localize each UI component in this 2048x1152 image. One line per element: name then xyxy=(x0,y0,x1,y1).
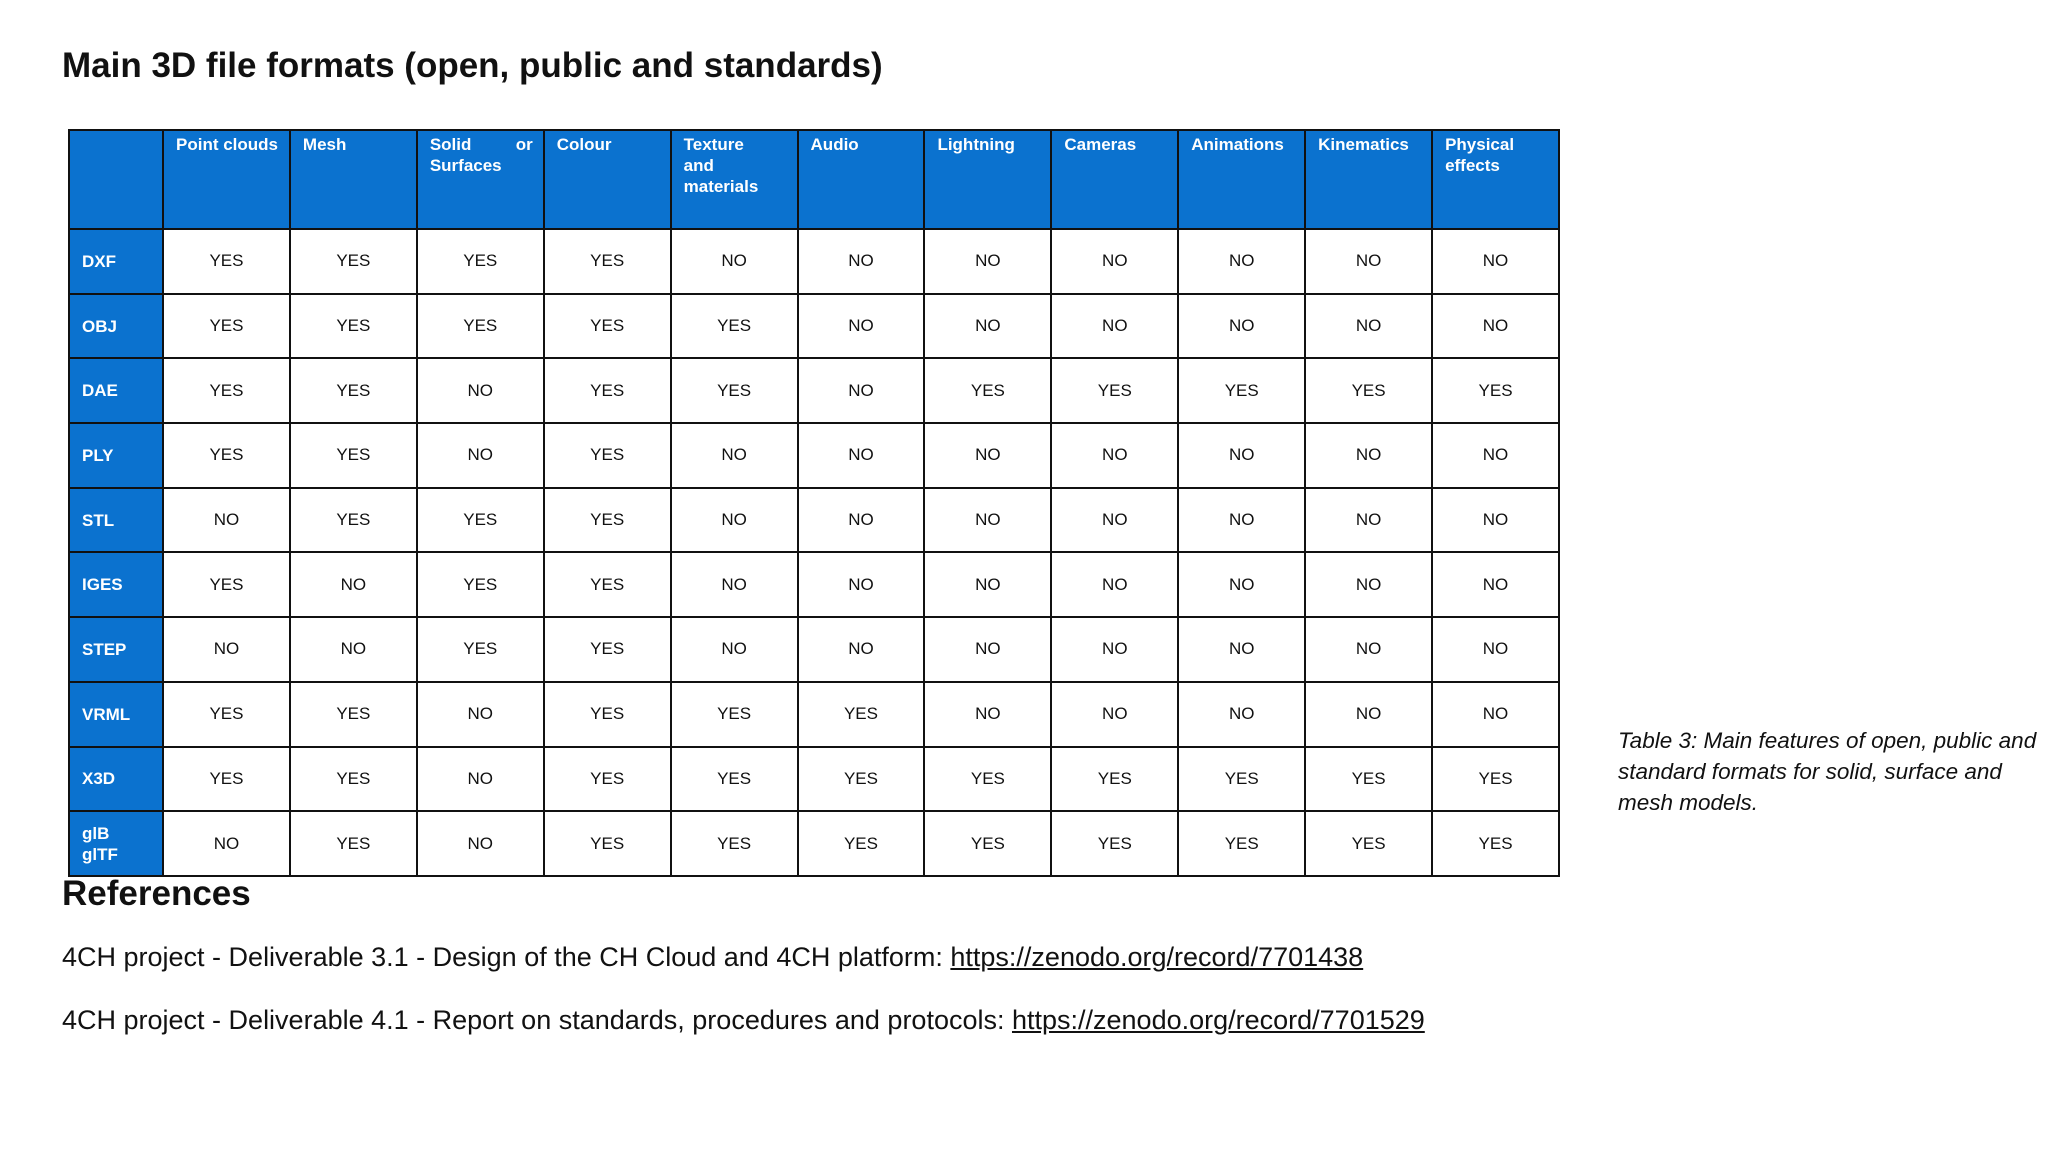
table-cell: YES xyxy=(417,552,544,617)
table-cell: NO xyxy=(1178,617,1305,682)
row-header-format: DXF xyxy=(69,229,163,294)
column-header-label: Lightning xyxy=(937,135,1015,154)
table-cell: NO xyxy=(1178,423,1305,488)
table-cell: YES xyxy=(163,229,290,294)
table-cell: NO xyxy=(417,747,544,812)
table-row xyxy=(69,682,1559,747)
table-cell: NO xyxy=(798,552,925,617)
table-cell: YES xyxy=(1432,811,1559,876)
table-row xyxy=(69,229,1559,294)
table-cell: YES xyxy=(290,423,417,488)
table-cell: NO xyxy=(1432,488,1559,553)
table-cell: NO xyxy=(1051,423,1178,488)
row-header-format: STL xyxy=(69,488,163,553)
table-cell: YES xyxy=(671,358,798,423)
table-cell: NO xyxy=(924,229,1051,294)
table-cell: YES xyxy=(1178,747,1305,812)
table-cell: YES xyxy=(1432,358,1559,423)
corner-cell xyxy=(69,130,163,229)
table-cell: YES xyxy=(544,682,671,747)
table-cell: YES xyxy=(924,747,1051,812)
table-cell: YES xyxy=(290,811,417,876)
table-cell: YES xyxy=(544,488,671,553)
table-cell: NO xyxy=(1305,682,1432,747)
table-cell: YES xyxy=(798,747,925,812)
table-cell: NO xyxy=(163,488,290,553)
table-cell: YES xyxy=(671,811,798,876)
table-cell: NO xyxy=(1305,617,1432,682)
table-cell: NO xyxy=(924,488,1051,553)
column-header-label: Cameras xyxy=(1064,135,1137,154)
row-header-format: glB glTF xyxy=(69,811,163,876)
table-cell: NO xyxy=(163,617,290,682)
table-cell: NO xyxy=(798,229,925,294)
table-cell: NO xyxy=(1051,294,1178,359)
table-cell: NO xyxy=(924,682,1051,747)
table-cell: YES xyxy=(544,423,671,488)
column-header xyxy=(798,130,925,229)
table-cell: YES xyxy=(163,358,290,423)
column-header-label: Physical effects xyxy=(1445,135,1515,175)
row-header-format: STEP xyxy=(69,617,163,682)
table-cell: YES xyxy=(163,747,290,812)
table-cell: NO xyxy=(671,229,798,294)
table-body xyxy=(69,229,1559,876)
column-header-label: Mesh xyxy=(302,135,347,154)
table-cell: NO xyxy=(798,423,925,488)
table-cell: YES xyxy=(290,488,417,553)
column-header xyxy=(924,130,1051,229)
row-header-format: IGES xyxy=(69,552,163,617)
table-cell: NO xyxy=(1432,682,1559,747)
row-header-format: X3D xyxy=(69,747,163,812)
references-title: References xyxy=(62,874,251,913)
table-cell: YES xyxy=(1051,747,1178,812)
column-header xyxy=(544,130,671,229)
table-cell: NO xyxy=(1305,552,1432,617)
table-cell: YES xyxy=(417,229,544,294)
table-row xyxy=(69,617,1559,682)
table-cell: YES xyxy=(798,682,925,747)
table-row xyxy=(69,811,1559,876)
table-cell: YES xyxy=(544,229,671,294)
table-cell: YES xyxy=(544,294,671,359)
table-cell: YES xyxy=(924,811,1051,876)
column-header xyxy=(290,130,417,229)
table-cell: NO xyxy=(290,617,417,682)
column-header-label: Solid or Surfaces xyxy=(429,135,533,175)
table-cell: NO xyxy=(1051,617,1178,682)
table-cell: NO xyxy=(417,682,544,747)
table-cell: NO xyxy=(798,358,925,423)
row-header-format: OBJ xyxy=(69,294,163,359)
table-row xyxy=(69,552,1559,617)
table-cell: NO xyxy=(1178,682,1305,747)
table-cell: YES xyxy=(290,747,417,812)
table-cell: NO xyxy=(290,552,417,617)
table-cell: NO xyxy=(924,423,1051,488)
table-cell: YES xyxy=(671,294,798,359)
table-cell: YES xyxy=(417,488,544,553)
table-cell: NO xyxy=(1305,488,1432,553)
table-cell: YES xyxy=(544,811,671,876)
page-title: Main 3D file formats (open, public and standards) xyxy=(62,46,883,85)
table-cell: YES xyxy=(544,617,671,682)
table-cell: NO xyxy=(1305,423,1432,488)
table-cell: NO xyxy=(417,811,544,876)
table-cell: NO xyxy=(1051,229,1178,294)
table-cell: YES xyxy=(163,294,290,359)
table-cell: YES xyxy=(544,747,671,812)
table-cell: NO xyxy=(671,423,798,488)
reference-item xyxy=(62,942,1363,973)
table-cell: YES xyxy=(163,552,290,617)
table-cell: YES xyxy=(417,617,544,682)
row-header-format: VRML xyxy=(69,682,163,747)
table-cell: YES xyxy=(290,358,417,423)
reference-text: 4CH project - Deliverable 4.1 - Report on standards, procedures and protocols: xyxy=(62,1005,1012,1035)
table-cell: YES xyxy=(544,358,671,423)
table-row xyxy=(69,423,1559,488)
table-cell: NO xyxy=(1051,488,1178,553)
table-cell: NO xyxy=(1178,229,1305,294)
table-cell: YES xyxy=(671,747,798,812)
table-cell: NO xyxy=(1178,488,1305,553)
column-header xyxy=(1051,130,1178,229)
column-header xyxy=(417,130,544,229)
table-cell: YES xyxy=(1051,358,1178,423)
table-cell: YES xyxy=(924,358,1051,423)
column-header-label: Audio xyxy=(810,135,859,154)
table-header-row xyxy=(69,130,1559,229)
column-header xyxy=(1432,130,1559,229)
table-cell: YES xyxy=(163,423,290,488)
table-cell: NO xyxy=(1432,423,1559,488)
table-cell: NO xyxy=(1305,294,1432,359)
table-cell: YES xyxy=(671,682,798,747)
table-cell: NO xyxy=(417,358,544,423)
reference-item xyxy=(62,1005,1425,1036)
table-cell: NO xyxy=(1432,294,1559,359)
column-header xyxy=(1178,130,1305,229)
table-cell: YES xyxy=(290,294,417,359)
table-cell: YES xyxy=(417,294,544,359)
table-cell: YES xyxy=(290,229,417,294)
table-row xyxy=(69,358,1559,423)
table-cell: YES xyxy=(163,682,290,747)
table-cell: NO xyxy=(1051,682,1178,747)
formats-table xyxy=(68,129,1560,877)
table-cell: NO xyxy=(1305,229,1432,294)
table-cell: YES xyxy=(544,552,671,617)
table-cell: NO xyxy=(1178,294,1305,359)
table-cell: YES xyxy=(1432,747,1559,812)
table-cell: NO xyxy=(1051,552,1178,617)
table-cell: NO xyxy=(798,294,925,359)
table-cell: NO xyxy=(1432,552,1559,617)
table-caption: Table 3: Main features of open, public and standard formats for solid, surface and mesh models. xyxy=(1618,728,2037,815)
column-header-label: Point clouds xyxy=(176,135,278,154)
table-cell: NO xyxy=(924,552,1051,617)
reference-link[interactable]: https://zenodo.org/record/7701438 xyxy=(950,942,1364,972)
table-cell: YES xyxy=(290,682,417,747)
reference-link[interactable]: https://zenodo.org/record/7701529 xyxy=(1011,1005,1425,1035)
table-cell: YES xyxy=(1305,747,1432,812)
table-cell: YES xyxy=(1178,811,1305,876)
column-header-label: Texture and materials xyxy=(683,135,759,196)
table-cell: NO xyxy=(798,488,925,553)
table-cell: NO xyxy=(671,617,798,682)
table-cell: NO xyxy=(1178,552,1305,617)
table-cell: NO xyxy=(417,423,544,488)
column-header-label: Colour xyxy=(556,135,612,154)
row-header-format: DAE xyxy=(69,358,163,423)
table-cell: NO xyxy=(798,617,925,682)
table-cell: NO xyxy=(1432,617,1559,682)
table-cell: NO xyxy=(163,811,290,876)
table-row xyxy=(69,488,1559,553)
table-cell: NO xyxy=(924,294,1051,359)
table-cell: NO xyxy=(1432,229,1559,294)
table-row xyxy=(69,747,1559,812)
table-cell: YES xyxy=(798,811,925,876)
column-header xyxy=(163,130,290,229)
row-header-format: PLY xyxy=(69,423,163,488)
column-header-label: Animations xyxy=(1191,135,1284,154)
table-cell: YES xyxy=(1051,811,1178,876)
table-cell: NO xyxy=(924,617,1051,682)
table-cell: NO xyxy=(671,552,798,617)
column-header-label: Kinematics xyxy=(1318,135,1409,154)
table-cell: YES xyxy=(1305,358,1432,423)
table-cell: YES xyxy=(1178,358,1305,423)
column-header xyxy=(671,130,798,229)
table-cell: YES xyxy=(1305,811,1432,876)
column-header xyxy=(1305,130,1432,229)
reference-text: 4CH project - Deliverable 3.1 - Design of the CH Cloud and 4CH platform: xyxy=(62,942,951,972)
table-cell: NO xyxy=(671,488,798,553)
table-row xyxy=(69,294,1559,359)
